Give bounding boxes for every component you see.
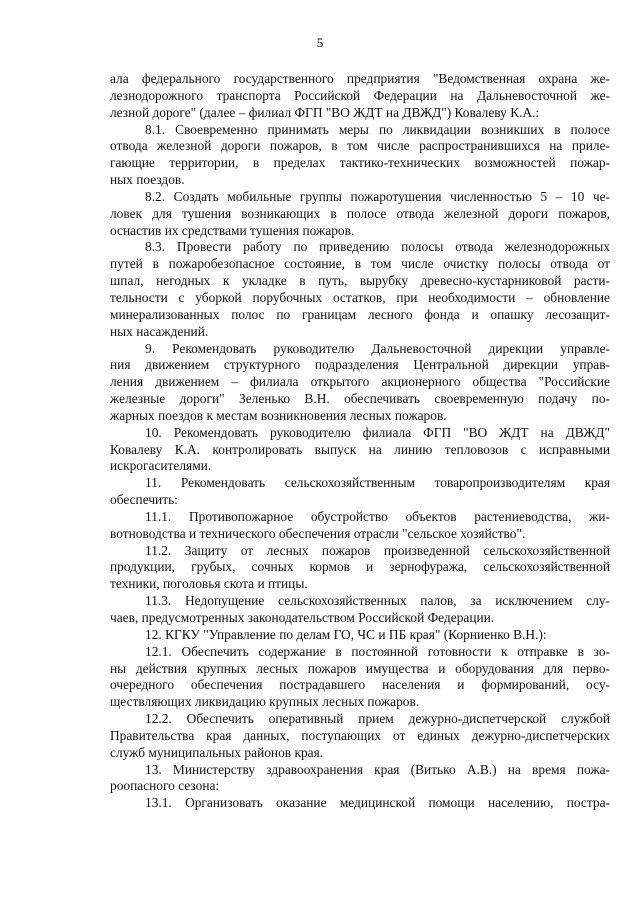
text-line: очередного обеспечения пострадавшего населения и формирований, осу- [110, 677, 610, 693]
paragraph [110, 122, 610, 189]
text-line: лезнодорожного транспорта Российской Федерации на Дальневосточной же- [110, 87, 610, 103]
text-line: Правительства края данных, поступающих от единых дежурно-диспетчерских [110, 727, 610, 743]
text-line: 11.3. Недопущение сельскохозяйственных палов, за исключением слу- [145, 593, 610, 609]
text-line: ления движением – филиала открытого акционерного общества "Российские [110, 374, 610, 390]
text-line: 11.1. Противопожарное обустройство объектов растениеводства, жи- [145, 508, 610, 524]
text-line: 11. Рекомендовать сельскохозяйственным товаропроизводителям края [145, 475, 610, 491]
text-line: минерализованных полос по границам лесного фонда и опашку лесозащит- [110, 306, 610, 322]
paragraph [110, 341, 610, 425]
text-line: путей в пожаробезопасное состояние, в том числе очистку полосы отвода от [110, 256, 610, 272]
text-line: ния движением структурного подразделения Центральной дирекции управ- [110, 357, 610, 373]
text-line: железные дороги" Зеленько В.Н. обеспечивать своевременную подачу по- [110, 391, 610, 407]
text-line: оснастив их средствами тушения пожаров. [110, 222, 355, 238]
text-line: Ковалеву К.А. контролировать выпуск на линию тепловозов с исправными [110, 441, 610, 457]
paragraph [110, 795, 610, 812]
text-line: ществляющих ликвидацию крупных лесных пожаров. [110, 694, 420, 710]
text-line: 13.1. Организовать оказание медицинской помощи населению, постра- [145, 795, 610, 811]
paragraph [110, 71, 610, 122]
text-line: 11.2. Защиту от лесных пожаров произведенной сельскохозяйственной [145, 542, 610, 558]
text-line: ловек для тушения возникающих в полосе отвода железной дороги пожаров, [110, 205, 610, 221]
text-line: чаев, предусмотренных законодательством Российской Федерации. [110, 610, 495, 625]
text-line: ных насаждений. [110, 323, 209, 339]
paragraph [110, 762, 610, 796]
text-line: вотноводства и технического обеспечения отрасли "сельское хозяйство". [110, 525, 526, 541]
text-line: 8.1. Своевременно принимать меры по ликвидации возникших в полосе [145, 121, 610, 137]
text-line: шпал, негодных к укладке в путь, вырубку древесно-кустарниковой расти- [110, 273, 610, 289]
text-line: 9. Рекомендовать руководителю Дальневосточной дирекции управле- [145, 340, 610, 356]
text-line: ных поездов. [110, 172, 185, 188]
text-line: 8.2. Создать мобильные группы пожаротушения численностью 5 – 10 че- [145, 188, 610, 204]
page-number: 5 [316, 35, 324, 50]
text-line: искрогасителями. [110, 458, 212, 474]
text-line: жарных поездов к местам возникновения лесных пожаров. [110, 407, 447, 423]
text-line: отвода железной дороги пожаров, в том числе распространившихся на приле- [110, 138, 610, 154]
text-line: тельности с уборкой порубочных остатков, при необходимости – обновление [110, 289, 610, 305]
text-line: ала федерального государственного предприятия "Ведомственная охрана же- [110, 71, 610, 86]
paragraph [110, 509, 610, 543]
paragraph [110, 189, 610, 240]
text-line: продукции, грубых, сочных кормов и зернофуража, сельскохозяйственной [110, 559, 610, 575]
text-line: 12.1. Обеспечить содержание в постоянной готовности к отправке в зо- [145, 643, 610, 659]
paragraph [110, 475, 610, 509]
text-line: лезной дороге" (далее – филиал ФГП "ВО ЖДТ на ДВЖД") Ковалеву К.А.: [110, 104, 540, 120]
paragraph [110, 593, 610, 627]
text-line: 8.3. Провести работу по приведению полосы отвода железнодорожных [145, 239, 610, 255]
paragraph [110, 627, 610, 644]
text-line: 13. Министерству здравоохранения края (Витько А.В.) на время пожа- [145, 761, 610, 777]
paragraph [110, 543, 610, 594]
text-line: техники, поголовья скота и птицы. [110, 576, 308, 592]
text-line: ны действия крупных лесных пожаров имущества и оборудования для перво- [110, 660, 610, 676]
paragraph [110, 711, 610, 762]
paragraph [110, 425, 610, 476]
text-line: 12. КГКУ "Управление по делам ГО, ЧС и ПБ края" (Корниенко В.Н.): [145, 626, 547, 642]
text-line: 10. Рекомендовать руководителю филиала ФГП "ВО ЖДТ на ДВЖД" [145, 424, 610, 440]
text-line: роопасного сезона: [110, 778, 220, 794]
paragraph [110, 239, 610, 340]
text-line: 12.2. Обеспечить оперативный прием дежурно-диспетчерской службой [145, 711, 610, 727]
text-line: служб муниципальных районов края. [110, 744, 324, 760]
paragraph [110, 644, 610, 711]
text-line: гающие территории, в пределах тактико-технических возможностей пожар- [110, 155, 610, 171]
text-line: обеспечить: [110, 492, 178, 508]
document-body [110, 71, 610, 812]
